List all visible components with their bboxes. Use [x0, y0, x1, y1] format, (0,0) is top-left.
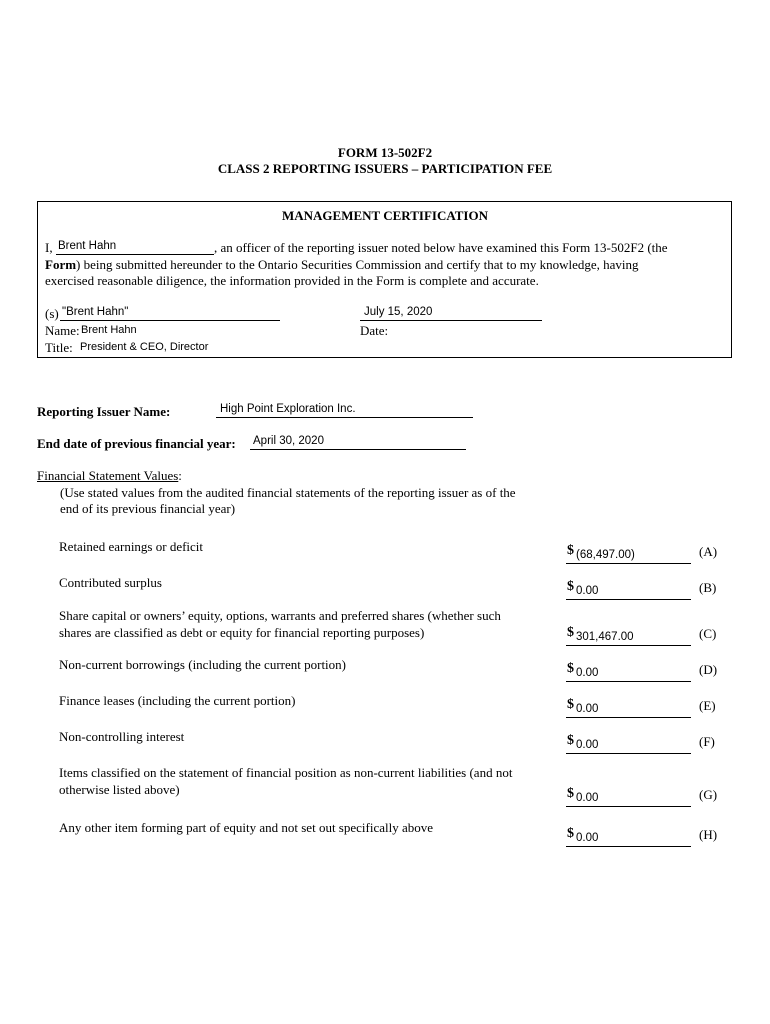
end-date-label: End date of previous financial year:: [37, 436, 236, 451]
item-value-field[interactable]: 0.00: [576, 792, 599, 804]
issuer-name-field[interactable]: High Point Exploration Inc.: [220, 403, 356, 415]
item-code: (G): [699, 787, 718, 802]
item-value-underline: [566, 599, 691, 600]
currency-symbol: $: [567, 826, 574, 841]
item-label: Retained earnings or deficit: [59, 539, 204, 554]
item-label: Finance leases (including the current portion): [59, 693, 296, 708]
item-value-underline: [566, 806, 691, 807]
form-title: CLASS 2 REPORTING ISSUERS – PARTICIPATION FEE: [217, 161, 553, 176]
signature-underline: [60, 320, 280, 321]
currency-symbol: $: [567, 697, 574, 712]
item-value-underline: [566, 563, 691, 564]
certification-heading: MANAGEMENT CERTIFICATION: [282, 208, 488, 223]
currency-symbol: $: [567, 543, 574, 558]
item-value-underline: [566, 681, 691, 682]
end-date-field[interactable]: April 30, 2020: [253, 435, 324, 447]
item-label-line-2: shares are classified as debt or equity for financial reporting purposes): [59, 625, 425, 640]
item-label: Any other item forming part of equity and not set out specifically above: [59, 820, 434, 835]
financial-instruction-1: (Use stated values from the audited financial statements of the reporting issuer as of the: [60, 485, 516, 500]
signature-prefix: (s): [45, 306, 59, 321]
financial-heading-colon: :: [178, 468, 182, 483]
item-label-line-2: otherwise listed above): [59, 782, 180, 797]
item-label: Items classified on the statement of financial position as non-current liabilities (and not: [59, 765, 513, 780]
item-value-underline: [566, 717, 691, 718]
form-number: FORM 13-502F2: [337, 145, 433, 160]
title-label: Title:: [45, 340, 73, 355]
date-underline: [360, 320, 542, 321]
currency-symbol: $: [567, 786, 574, 801]
item-label: Share capital or owners’ equity, options, warrants and preferred shares (whether such: [59, 608, 501, 623]
cert-line-1: [45, 240, 53, 256]
officer-name-underline: [56, 254, 214, 255]
item-code: (H): [699, 827, 718, 842]
item-code: (A): [699, 544, 718, 559]
item-value-underline: [566, 645, 691, 646]
item-label: Non-controlling interest: [59, 729, 185, 744]
item-value-field[interactable]: 0.00: [576, 667, 599, 679]
item-value-field[interactable]: 0.00: [576, 832, 599, 844]
cert-line-1-rest: , an officer of the reporting issuer noted below have examined this Form 13-502F2 (the: [214, 240, 668, 255]
item-value-underline: [566, 846, 691, 847]
issuer-name-underline: [216, 417, 473, 418]
currency-symbol: $: [567, 733, 574, 748]
item-value-field[interactable]: 301,467.00: [576, 631, 634, 643]
item-value-field[interactable]: (68,497.00): [576, 549, 635, 561]
name-value[interactable]: Brent Hahn: [81, 324, 137, 336]
financial-heading-text: Financial Statement Values: [37, 468, 179, 483]
currency-symbol: $: [567, 661, 574, 676]
item-code: (D): [699, 662, 718, 677]
financial-heading: [37, 468, 182, 484]
signature-field[interactable]: "Brent Hahn": [62, 306, 129, 318]
cert-line-3: exercised reasonable diligence, the information provided in the Form is complete and accurate.: [45, 273, 539, 288]
officer-name-field[interactable]: Brent Hahn: [58, 240, 117, 252]
item-code: (B): [699, 580, 717, 595]
end-date-underline: [250, 449, 466, 450]
issuer-name-label: Reporting Issuer Name:: [37, 404, 171, 419]
item-value-field[interactable]: 0.00: [576, 739, 599, 751]
currency-symbol: $: [567, 625, 574, 640]
item-value-field[interactable]: 0.00: [576, 703, 599, 715]
item-label: Non-current borrowings (including the current portion): [59, 657, 347, 672]
date-label: Date:: [360, 323, 389, 338]
currency-symbol: $: [567, 579, 574, 594]
item-value-field[interactable]: 0.00: [576, 585, 599, 597]
cert-line-2-rest: ) being submitted hereunder to the Ontario Securities Commission and certify that to my knowledge, having: [76, 257, 639, 272]
form-bold-word: Form: [45, 257, 77, 272]
date-field[interactable]: July 15, 2020: [364, 306, 433, 318]
item-code: (E): [699, 698, 716, 713]
i-prefix: I,: [45, 240, 53, 255]
item-code: (C): [699, 626, 717, 641]
item-value-underline: [566, 753, 691, 754]
cert-line-2: [45, 257, 639, 273]
title-value[interactable]: President & CEO, Director: [80, 341, 209, 353]
item-code: (F): [699, 734, 715, 749]
financial-instruction-2: end of its previous financial year): [60, 501, 236, 516]
item-label: Contributed surplus: [59, 575, 162, 590]
name-label: Name:: [45, 323, 80, 338]
